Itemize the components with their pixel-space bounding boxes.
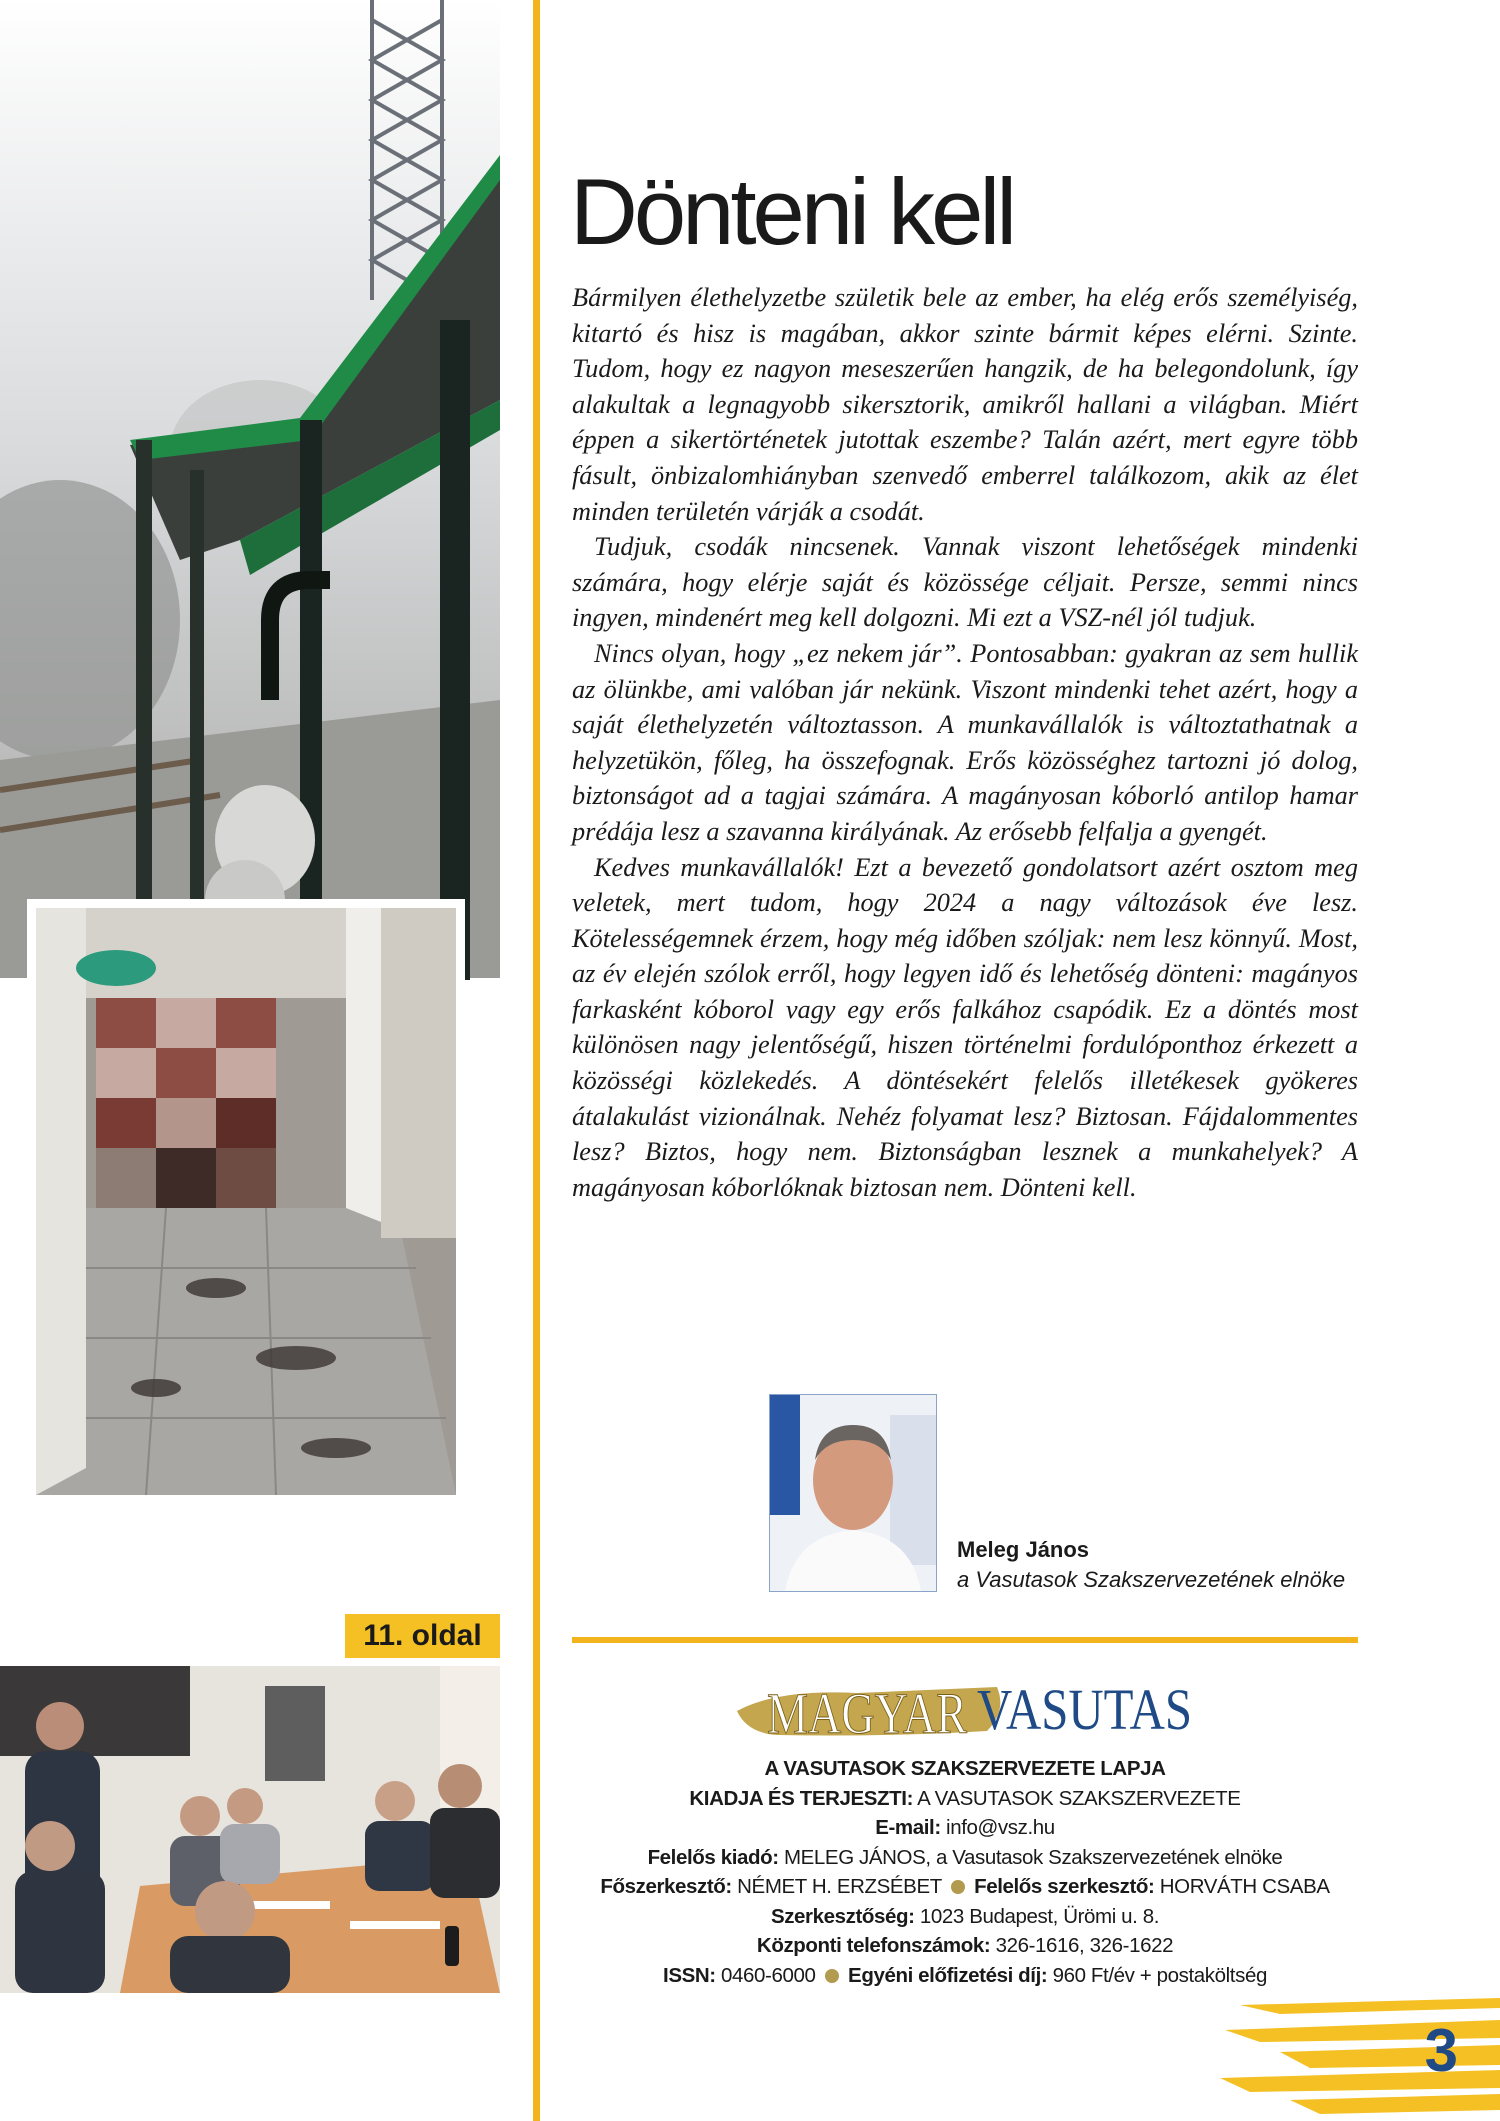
- page-number: 3: [1424, 2017, 1458, 2084]
- issn-value: 0460-6000: [715, 1963, 821, 1987]
- responsible-editor-value: HORVÁTH CSABA: [1154, 1875, 1330, 1898]
- article-paragraph: Bármilyen élethelyzetbe születik bele az ember, ha elég erős személyiség, kitartó és hisz is magában, akkor szinte bármit képes elérni. Szinte. Tudom, hogy ez nagyon meseszerűen hangzik, de ha belegondolunk, így alakultak a legnagyobb sikersztorik, amikről hallani a világban. Miért éppen a sikertörténetek jutottak eszembe? Talán azért, mert egyre több fásult, önbizalomhiányban szenvedő emberrel találkozom, akik az élet minden területén várják a csodát.: [572, 283, 1358, 526]
- logo-word-magyar: MAGYAR: [767, 1681, 968, 1746]
- page-number-block: [1220, 1990, 1500, 2121]
- author-role: a Vasutasok Szakszervezetének elnöke: [957, 1567, 1346, 1592]
- email-label: E-mail:: [875, 1816, 941, 1839]
- subscription-label: Egyéni előfizetési díj:: [842, 1963, 1048, 1987]
- responsible-publisher-value: MELEG JÁNOS, a Vasutasok Szakszervezetének elnöke: [778, 1845, 1283, 1869]
- publisher-label: KIADJA ÉS TERJESZTI:: [689, 1786, 914, 1810]
- article-title: Dönteni kell: [570, 159, 1014, 264]
- office-value: 1023 Budapest, Ürömi u. 8.: [914, 1904, 1160, 1928]
- author-portrait: [769, 1394, 937, 1592]
- masthead-divider: [572, 1637, 1358, 1643]
- article-body: [572, 280, 1358, 1205]
- bullet-icon: [825, 1969, 839, 1983]
- bullet-icon: [951, 1880, 965, 1894]
- page-reference-badge[interactable]: 11. oldal: [345, 1614, 500, 1658]
- floor-photo-frame: [27, 899, 465, 1495]
- imprint: [572, 1754, 1358, 1990]
- railway-platform-photo: [0, 0, 500, 978]
- author-block: [957, 1535, 1345, 1595]
- editor-in-chief-label: Főszerkesztő:: [600, 1875, 732, 1898]
- article-paragraph: Tudjuk, csodák nincsenek. Vannak viszont lehetőségek mindenki számára, hogy elérje saját és közössége céljait. Persze, semmi nincs ingyen, mindenért meg kell dolgozni. Mi ezt a VSZ-nél jól tudjuk.: [572, 532, 1358, 633]
- publisher-value: A VASUTASOK SZAKSZERVEZETE: [913, 1786, 1241, 1810]
- article-paragraph: Nincs olyan, hogy „ez nekem jár”. Pontosabban: gyakran az sem hullik az ölünkbe, ami valóban jár nekünk. Viszont mindenki tehet azért, hogy a saját élethelyzetén változtasson. A munkavállalók is változtathatnak a helyzetükön, főleg, ha összefognak. Erős közösséghez tartozni jó dolog, biztonságot ad a tagjai számára. A magányosan kóborló antilop hamar prédája lesz a szavanna királyának. Az erősebb felfalja a gyengét.: [572, 638, 1358, 846]
- floor-photo: [36, 908, 456, 1495]
- responsible-editor-label: Felelős szerkesztő:: [968, 1875, 1155, 1898]
- responsible-publisher-label: Felelős kiadó:: [647, 1845, 779, 1869]
- column-divider: [533, 0, 540, 2121]
- logo-word-vasutas: VASUTAS: [977, 1677, 1192, 1742]
- masthead-subtitle: A VASUTASOK SZAKSZERVEZETE LAPJA: [764, 1757, 1166, 1780]
- subscription-value: 960 Ft/év + postaköltség: [1047, 1963, 1267, 1987]
- email-link[interactable]: info@vsz.hu: [940, 1816, 1055, 1839]
- phones-label: Központi telefonszámok:: [756, 1934, 991, 1957]
- magyar-vasutas-logo: [737, 1671, 1197, 1746]
- phones-value: 326-1616, 326-1622: [990, 1934, 1174, 1957]
- office-label: Szerkesztőség:: [770, 1904, 915, 1928]
- brush-stroke-decoration: [1220, 1990, 1500, 2121]
- editor-in-chief-value: NÉMET H. ERZSÉBET: [731, 1875, 947, 1898]
- issn-label: ISSN:: [663, 1963, 716, 1987]
- meeting-photo: [0, 1666, 500, 1993]
- author-name: Meleg János: [957, 1537, 1090, 1562]
- article-paragraph: Kedves munkavállalók! Ezt a bevezető gondolatsort azért osztom meg veletek, mert tudom, hogy 2024 a nagy változások éve lesz. Kötelességemnek érzem, hogy még időben szóljak: nem lesz könnyű. Most, az év elején szólok erről, hogy legyen idő és lehetőség dönteni: magányos farkasként kóborol vagy egy erős falkához csapódik. Ez a döntés most különösen nagy jelentőségű, hiszen történelmi fordulóponthoz érkezett a közösségi közlekedés. A döntésekért felelős illetékesek gyökeres átalakulást vizionálnak. Nehéz folyamat lesz? Biztosan. Fájdalommentes lesz? Biztos, hogy nem. Biztonságban lesznek a munkahelyek? A magányosan kóborlóknak biztosan nem. Dönteni kell.: [572, 852, 1358, 1202]
